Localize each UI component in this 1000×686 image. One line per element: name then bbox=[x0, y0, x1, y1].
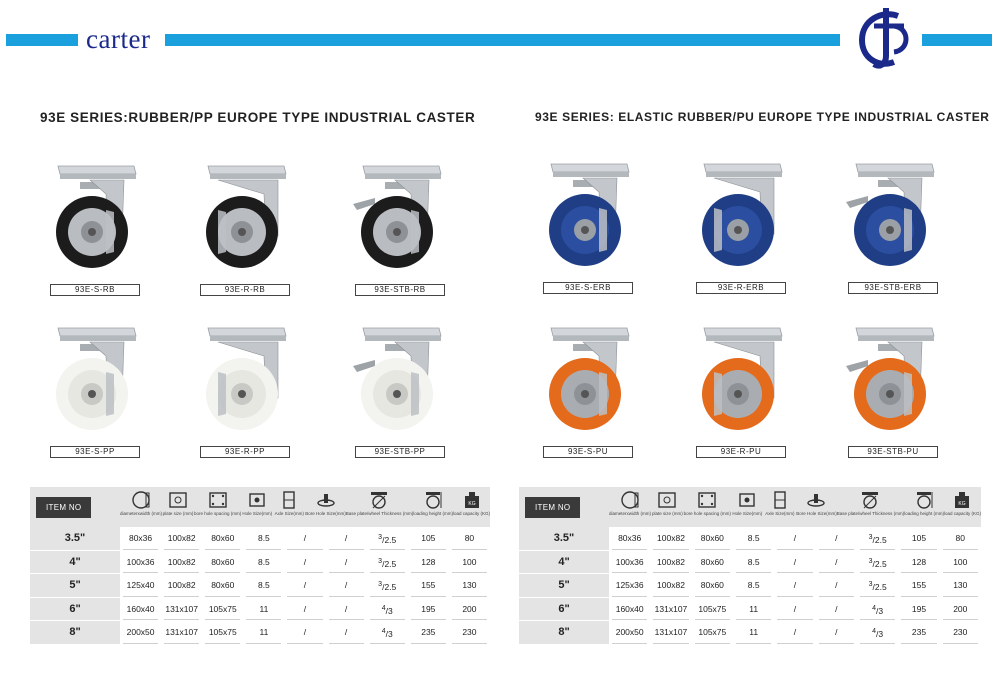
bore-hole-size-icon bbox=[806, 490, 826, 510]
plate-size-cell: 100x82 bbox=[653, 527, 688, 550]
loading-height-icon bbox=[423, 490, 443, 510]
spec-header-row bbox=[519, 487, 981, 527]
plate-size-cell: 131x107 bbox=[164, 598, 199, 621]
spec-header-cell bbox=[346, 487, 413, 527]
left-product-93e-r-pp bbox=[190, 322, 300, 458]
spec-header-label: diameterxwidth (mm) bbox=[120, 511, 163, 516]
load-capacity-cell: 230 bbox=[452, 621, 487, 644]
spec-row bbox=[519, 574, 981, 598]
spec-row bbox=[519, 621, 981, 645]
spec-header-cell bbox=[413, 487, 453, 527]
dimension-cell: 160x40 bbox=[612, 598, 647, 621]
bore-hole-size-cell: / bbox=[819, 551, 854, 574]
loading-height-cell: 235 bbox=[901, 621, 936, 644]
thickness-icon bbox=[860, 490, 880, 510]
hole-size-cell: 11 bbox=[736, 598, 771, 621]
thickness-cell: $^4$/3 bbox=[860, 621, 895, 644]
caster-image-icon bbox=[838, 322, 948, 440]
caster-image-icon bbox=[345, 160, 455, 278]
bore-hole-size-cell: / bbox=[329, 598, 364, 621]
spec-header-label: loading height (mm) bbox=[413, 511, 453, 516]
diameter-width-icon bbox=[131, 490, 151, 510]
hole-size-cell: 11 bbox=[246, 621, 281, 644]
loading-height-cell: 105 bbox=[411, 527, 446, 550]
bore-hole-size-cell: / bbox=[819, 574, 854, 597]
spec-header-label: Axle Size(mm) bbox=[274, 511, 304, 516]
load-capacity-cell: 80 bbox=[452, 527, 487, 550]
dimension-cell: 160x40 bbox=[123, 598, 158, 621]
spec-header-label: plate size (mm) bbox=[651, 511, 683, 516]
loading-height-cell: 128 bbox=[901, 551, 936, 574]
size-cell: 8" bbox=[30, 621, 120, 644]
thickness-cell: $^3$/2.5 bbox=[370, 551, 405, 574]
right-product-93e-stb-pu bbox=[838, 322, 948, 458]
bore-hole-size-cell: / bbox=[819, 598, 854, 621]
thickness-bottom: 2.5 bbox=[384, 534, 397, 545]
hole-size-cell: 11 bbox=[736, 621, 771, 644]
left-product-93e-s-rb bbox=[40, 160, 150, 296]
bore-hole-size-cell: / bbox=[329, 527, 364, 550]
dimension-cell: 200x50 bbox=[612, 621, 647, 644]
product-code-label: 93E-STB-ERB bbox=[848, 282, 938, 294]
header-bar-middle bbox=[165, 34, 840, 46]
spec-header-cell bbox=[684, 487, 731, 527]
spec-header-label: bore hole spacing (mm) bbox=[194, 511, 242, 516]
axle-size-cell: / bbox=[287, 621, 322, 644]
load-capacity-cell: 130 bbox=[452, 574, 487, 597]
diameter-width-icon bbox=[620, 490, 640, 510]
spec-header-cell bbox=[120, 487, 162, 527]
thickness-top: 3 bbox=[868, 557, 873, 565]
thickness-top: 3 bbox=[378, 534, 383, 541]
right-spec-table bbox=[519, 487, 981, 645]
load-capacity-cell: 200 bbox=[943, 598, 978, 621]
thickness-bottom: 2.5 bbox=[384, 558, 397, 569]
spec-header-label: load capacity (KG) bbox=[943, 511, 981, 516]
hole-size-cell: 8.5 bbox=[246, 527, 281, 550]
product-code-label: 93E-STB-PP bbox=[355, 446, 445, 458]
spec-header-row bbox=[30, 487, 490, 527]
product-code-label: 93E-STB-RB bbox=[355, 284, 445, 296]
svg-text:KG: KG bbox=[467, 501, 476, 507]
spec-row bbox=[30, 527, 490, 551]
product-code-label: 93E-R-RB bbox=[200, 284, 290, 296]
bore-hole-size-cell: / bbox=[329, 621, 364, 644]
load-capacity-cell: 100 bbox=[452, 551, 487, 574]
spec-header-cell bbox=[162, 487, 194, 527]
caster-image-icon bbox=[345, 322, 455, 440]
bore-hole-size-cell: / bbox=[329, 551, 364, 574]
size-cell: 5" bbox=[519, 574, 609, 597]
product-code-label: 93E-S-PP bbox=[50, 446, 140, 458]
hole-size-cell: 8.5 bbox=[246, 551, 281, 574]
product-code-label: 93E-STB-PU bbox=[848, 446, 938, 458]
axle-size-cell: / bbox=[287, 551, 322, 574]
left-spec-table bbox=[30, 487, 490, 645]
spec-header-label: bore hole spacing (mm) bbox=[683, 511, 731, 516]
thickness-cell: $^3$/2.5 bbox=[860, 527, 895, 550]
hole-size-icon bbox=[737, 490, 757, 510]
right-product-93e-r-erb bbox=[686, 158, 796, 294]
left-product-93e-stb-rb bbox=[345, 160, 455, 296]
spec-header-cell bbox=[273, 487, 305, 527]
bore-hole-size-cell: / bbox=[329, 574, 364, 597]
thickness-bottom: 3 bbox=[387, 605, 393, 616]
plate-size-icon bbox=[657, 490, 677, 510]
thickness-top: 4 bbox=[872, 604, 877, 612]
bore-spacing-cell: 105x75 bbox=[205, 621, 240, 644]
axle-size-cell: / bbox=[777, 598, 812, 621]
dimension-cell: 125x36 bbox=[612, 574, 647, 597]
left-product-93e-s-pp bbox=[40, 322, 150, 458]
right-product-93e-r-pu bbox=[686, 322, 796, 458]
spec-row bbox=[30, 574, 490, 598]
dimension-cell: 80x36 bbox=[123, 527, 158, 550]
spec-header-cell bbox=[194, 487, 241, 527]
spec-header-label: Bore Hole Size(mm) bbox=[305, 511, 346, 516]
spec-header-cell bbox=[651, 487, 684, 527]
caster-image-icon bbox=[40, 160, 150, 278]
spec-header-label: plate size (mm) bbox=[162, 511, 194, 516]
axle-size-cell: / bbox=[777, 621, 812, 644]
spec-header-label: Hole Size(mm) bbox=[242, 511, 273, 516]
thickness-cell: $^3$/2.5 bbox=[370, 527, 405, 550]
thickness-top: 4 bbox=[381, 604, 386, 612]
thickness-top: 3 bbox=[378, 557, 383, 565]
right-product-93e-s-erb bbox=[533, 158, 643, 294]
axle-size-cell: / bbox=[287, 574, 322, 597]
bore-hole-size-cell: / bbox=[819, 527, 854, 550]
caster-image-icon bbox=[533, 158, 643, 276]
hole-size-cell: 8.5 bbox=[736, 551, 771, 574]
item-no-label: ITEM NO bbox=[525, 497, 580, 518]
left-series-title: 93E SERIES:RUBBER/PP EUROPE TYPE INDUSTRIAL CASTER bbox=[40, 110, 476, 125]
load-capacity-icon bbox=[462, 490, 482, 510]
product-code-label: 93E-R-PU bbox=[696, 446, 786, 458]
thickness-top: 4 bbox=[872, 628, 877, 635]
plate-size-cell: 100x82 bbox=[653, 551, 688, 574]
spec-header-cell bbox=[305, 487, 346, 527]
thickness-top: 4 bbox=[381, 628, 386, 635]
axle-size-icon bbox=[279, 490, 299, 510]
bore-hole-spacing-icon bbox=[208, 490, 228, 510]
product-code-label: 93E-R-ERB bbox=[696, 282, 786, 294]
brand-logo-icon bbox=[856, 4, 914, 70]
caster-image-icon bbox=[190, 160, 300, 278]
spec-header-label: diameterxwidth (mm) bbox=[609, 511, 652, 516]
spec-header-cell bbox=[609, 487, 651, 527]
size-cell: 6" bbox=[30, 598, 120, 621]
spec-header-cell bbox=[837, 487, 904, 527]
hole-size-icon bbox=[247, 490, 267, 510]
header-bar-right bbox=[922, 34, 992, 46]
bore-hole-size-icon bbox=[316, 490, 336, 510]
load-capacity-cell: 130 bbox=[943, 574, 978, 597]
spec-row bbox=[30, 621, 490, 645]
spec-row bbox=[30, 598, 490, 622]
thickness-top: 3 bbox=[378, 581, 383, 588]
caster-image-icon bbox=[686, 322, 796, 440]
caster-image-icon bbox=[533, 322, 643, 440]
bore-hole-spacing-icon bbox=[697, 490, 717, 510]
size-cell: 3.5" bbox=[519, 527, 609, 550]
left-product-93e-stb-pp bbox=[345, 322, 455, 458]
loading-height-cell: 195 bbox=[901, 598, 936, 621]
product-code-label: 93E-S-ERB bbox=[543, 282, 633, 294]
thickness-cell: $^3$/2.5 bbox=[860, 551, 895, 574]
loading-height-icon bbox=[914, 490, 934, 510]
plate-size-cell: 131x107 bbox=[164, 621, 199, 644]
left-product-93e-r-rb bbox=[190, 160, 300, 296]
plate-size-cell: 100x82 bbox=[164, 527, 199, 550]
svg-text:KG: KG bbox=[958, 501, 967, 507]
plate-size-cell: 131x107 bbox=[653, 621, 688, 644]
thickness-bottom: 3 bbox=[878, 605, 884, 616]
spec-row bbox=[30, 551, 490, 575]
axle-size-icon bbox=[770, 490, 790, 510]
thickness-bottom: 3 bbox=[878, 628, 884, 639]
product-code-label: 93E-R-PP bbox=[200, 446, 290, 458]
axle-size-cell: / bbox=[777, 574, 812, 597]
spec-header-label: Base plate/wheel Thickness (mm) bbox=[345, 511, 414, 516]
thickness-bottom: 2.5 bbox=[874, 581, 887, 592]
plate-size-icon bbox=[168, 490, 188, 510]
thickness-bottom: 2.5 bbox=[384, 581, 397, 592]
product-code-label: 93E-S-PU bbox=[543, 446, 633, 458]
size-cell: 5" bbox=[30, 574, 120, 597]
spec-row bbox=[519, 527, 981, 551]
axle-size-cell: / bbox=[777, 551, 812, 574]
plate-size-cell: 100x82 bbox=[653, 574, 688, 597]
item-no-header bbox=[30, 487, 120, 527]
thickness-cell: $^3$/2.5 bbox=[860, 574, 895, 597]
thickness-top: 3 bbox=[868, 534, 873, 541]
bore-spacing-cell: 105x75 bbox=[205, 598, 240, 621]
plate-size-cell: 100x82 bbox=[164, 551, 199, 574]
bore-spacing-cell: 105x75 bbox=[695, 598, 730, 621]
caster-image-icon bbox=[190, 322, 300, 440]
hole-size-cell: 8.5 bbox=[736, 527, 771, 550]
spec-header-label: load capacity (KG) bbox=[453, 511, 491, 516]
thickness-cell: $^4$/3 bbox=[370, 598, 405, 621]
load-capacity-cell: 200 bbox=[452, 598, 487, 621]
load-capacity-cell: 100 bbox=[943, 551, 978, 574]
spec-header-cell bbox=[764, 487, 797, 527]
thickness-cell: $^3$/2.5 bbox=[370, 574, 405, 597]
right-product-93e-stb-erb bbox=[838, 158, 948, 294]
caster-image-icon bbox=[838, 158, 948, 276]
size-cell: 3.5" bbox=[30, 527, 120, 550]
bore-hole-size-cell: / bbox=[819, 621, 854, 644]
thickness-bottom: 3 bbox=[387, 628, 393, 639]
thickness-cell: $^4$/3 bbox=[370, 621, 405, 644]
hole-size-cell: 11 bbox=[246, 598, 281, 621]
bore-spacing-cell: 80x60 bbox=[695, 551, 730, 574]
caster-image-icon bbox=[40, 322, 150, 440]
right-series-title: 93E SERIES: ELASTIC RUBBER/PU EUROPE TYPE INDUSTRIAL CASTER bbox=[535, 110, 990, 124]
dimension-cell: 100x36 bbox=[123, 551, 158, 574]
brand-name: carter bbox=[86, 24, 151, 54]
item-no-header bbox=[519, 487, 609, 527]
dimension-cell: 100x36 bbox=[612, 551, 647, 574]
thickness-cell: $^4$/3 bbox=[860, 598, 895, 621]
bore-spacing-cell: 80x60 bbox=[205, 551, 240, 574]
item-no-label: ITEM NO bbox=[36, 497, 91, 518]
bore-spacing-cell: 80x60 bbox=[205, 527, 240, 550]
spec-header-label: Axle Size(mm) bbox=[765, 511, 795, 516]
dimension-cell: 125x40 bbox=[123, 574, 158, 597]
spec-header-label: Hole Size(mm) bbox=[732, 511, 763, 516]
load-capacity-cell: 230 bbox=[943, 621, 978, 644]
spec-header-label: loading height (mm) bbox=[904, 511, 944, 516]
right-product-93e-s-pu bbox=[533, 322, 643, 458]
spec-row bbox=[519, 551, 981, 575]
axle-size-cell: / bbox=[287, 527, 322, 550]
thickness-bottom: 2.5 bbox=[874, 534, 887, 545]
product-code-label: 93E-S-RB bbox=[50, 284, 140, 296]
bore-spacing-cell: 80x60 bbox=[695, 527, 730, 550]
load-capacity-icon bbox=[952, 490, 972, 510]
size-cell: 4" bbox=[30, 551, 120, 574]
loading-height-cell: 235 bbox=[411, 621, 446, 644]
bore-spacing-cell: 105x75 bbox=[695, 621, 730, 644]
loading-height-cell: 128 bbox=[411, 551, 446, 574]
loading-height-cell: 105 bbox=[901, 527, 936, 550]
thickness-bottom: 2.5 bbox=[874, 558, 887, 569]
spec-header-label: Base plate/wheel Thickness (mm) bbox=[836, 511, 905, 516]
spec-header-cell bbox=[796, 487, 837, 527]
bore-spacing-cell: 80x60 bbox=[205, 574, 240, 597]
thickness-top: 3 bbox=[868, 581, 873, 588]
hole-size-cell: 8.5 bbox=[736, 574, 771, 597]
loading-height-cell: 195 bbox=[411, 598, 446, 621]
spec-row bbox=[519, 598, 981, 622]
dimension-cell: 200x50 bbox=[123, 621, 158, 644]
hole-size-cell: 8.5 bbox=[246, 574, 281, 597]
axle-size-cell: / bbox=[287, 598, 322, 621]
size-cell: 6" bbox=[519, 598, 609, 621]
loading-height-cell: 155 bbox=[411, 574, 446, 597]
header-bar-left bbox=[6, 34, 78, 46]
spec-header-label: Bore Hole Size(mm) bbox=[796, 511, 837, 516]
spec-header-cell bbox=[241, 487, 273, 527]
spec-header-cell bbox=[944, 487, 981, 527]
size-cell: 8" bbox=[519, 621, 609, 644]
spec-header-cell bbox=[731, 487, 764, 527]
bore-spacing-cell: 80x60 bbox=[695, 574, 730, 597]
loading-height-cell: 155 bbox=[901, 574, 936, 597]
dimension-cell: 80x36 bbox=[612, 527, 647, 550]
spec-header-cell bbox=[453, 487, 490, 527]
plate-size-cell: 131x107 bbox=[653, 598, 688, 621]
spec-header-cell bbox=[904, 487, 944, 527]
caster-image-icon bbox=[686, 158, 796, 276]
thickness-icon bbox=[369, 490, 389, 510]
plate-size-cell: 100x82 bbox=[164, 574, 199, 597]
axle-size-cell: / bbox=[777, 527, 812, 550]
load-capacity-cell: 80 bbox=[943, 527, 978, 550]
size-cell: 4" bbox=[519, 551, 609, 574]
